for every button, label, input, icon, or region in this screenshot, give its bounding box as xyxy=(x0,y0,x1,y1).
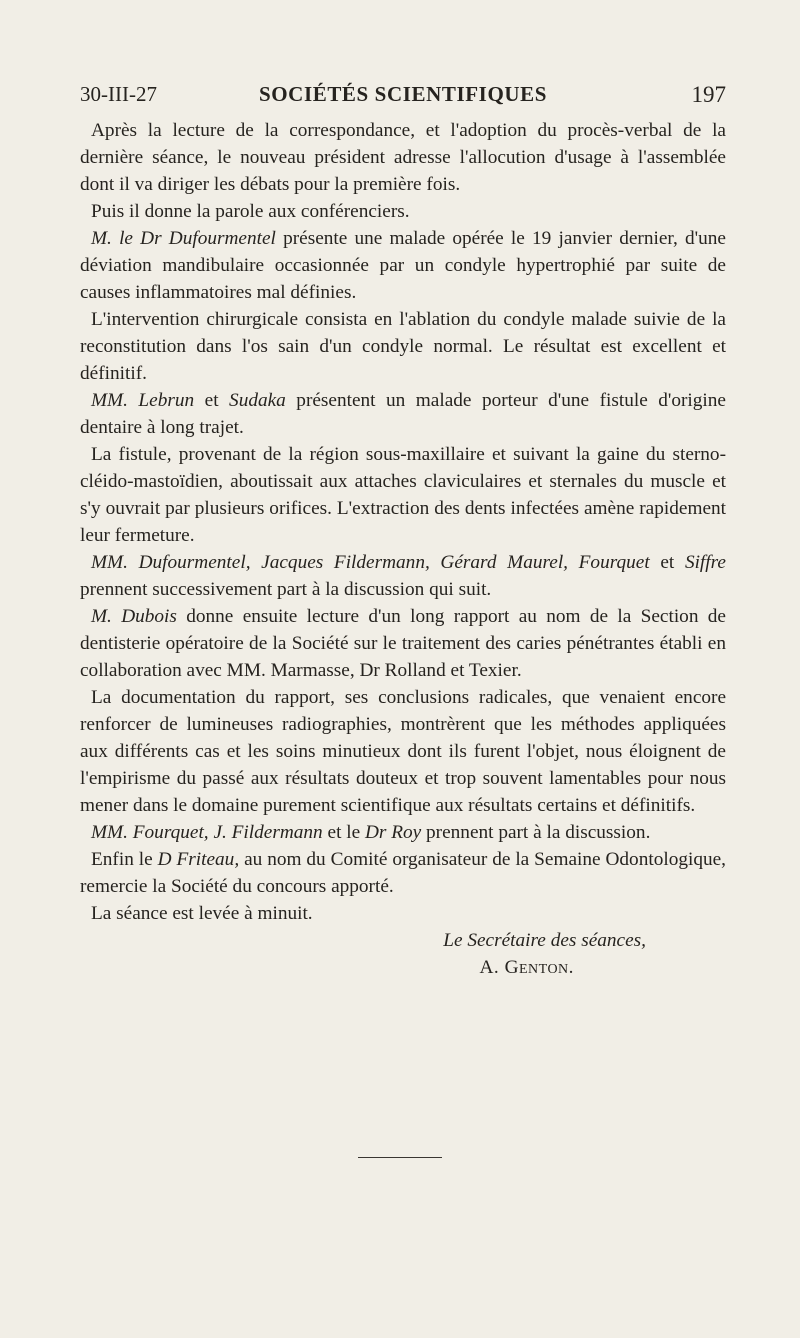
paragraph: La fistule, provenant de la région sous-maxillaire et suivant la gaine du sterno-cléido-mastoïdien, aboutissait aux attaches claviculaires et sternales du muscle et s'y ouvrait par plusieurs orifices. L'extraction des dents infectées amène rapidement leur fermeture. xyxy=(80,444,726,546)
paragraph: MM. Dufourmentel, Jacques Fildermann, Gérard Maurel, Fourquet et Siffre prennent successivement part à la discussion qui suit. xyxy=(80,552,726,600)
paragraph: Puis il donne la parole aux conférenciers. xyxy=(91,201,410,222)
speaker-name: Sudaka xyxy=(229,390,286,411)
paragraph: La séance est levée à minuit. xyxy=(91,903,313,924)
paragraph: La documentation du rapport, ses conclusions radicales, que venaient encore renforcer de lumineuses radiographies, montrèrent que les méthodes appliquées aux différents cas et les soins minutieux dont ils furent l'objet, nous éloignent de l'empirisme du passé aux résultats douteux et trop souvent lamentables pour nous mener dans le domaine purement scientifique aux résultats certains et définitifs. xyxy=(80,687,726,816)
speaker-name: D Friteau, xyxy=(157,849,240,870)
header-date: 30-III-27 xyxy=(80,82,157,106)
speaker-name: Dr Roy xyxy=(364,822,422,843)
signature-name: A. Genton. xyxy=(479,957,574,978)
paragraph: Enfin le D Friteau, au nom du Comité organisateur de la Semaine Odontologique, remercie la Société du concours apporté. xyxy=(80,849,726,897)
paragraph: M. le Dr Dufourmentel présente une malade opérée le 19 janvier dernier, d'une déviation mandibulaire occasionnée par un condyle hypertrophié par suite de causes inflammatoires mal définies. xyxy=(80,228,726,303)
header-title: SOCIÉTÉS SCIENTIFIQUES xyxy=(258,82,548,106)
paragraph: MM. Fourquet, J. Fildermann et le Dr Roy prennent part à la discussion. xyxy=(91,822,651,843)
speaker-name: Siffre xyxy=(684,552,726,573)
paragraph: M. Dubois donne ensuite lecture d'un long rapport au nom de la Section de dentisterie opératoire de la Société sur le traitement des caries pénétrantes établi en collaboration avec MM. Marmasse, Dr Rolland et Texier. xyxy=(80,606,726,681)
paragraph: Après la lecture de la correspondance, et l'adoption du procès-verbal de la dernière séance, le nouveau président adresse l'allocution d'usage à l'assemblée dont il va diriger les débats pour la première fois. xyxy=(80,120,726,195)
speaker-name: MM. Lebrun xyxy=(91,390,195,411)
signature-role: Le Secrétaire des séances, xyxy=(443,930,646,951)
speaker-name: MM. Fourquet, J. Fildermann xyxy=(91,822,323,843)
speaker-name: M. Dubois xyxy=(91,606,177,627)
speaker-name: M. le Dr Dufourmentel xyxy=(91,228,276,249)
body-text xyxy=(80,117,726,981)
page-number: 197 xyxy=(691,82,726,107)
speaker-name: MM. Dufourmentel, Jacques Fildermann, Gérard Maurel, Fourquet xyxy=(91,552,650,573)
closing-rule xyxy=(358,1157,442,1158)
paragraph: MM. Lebrun et Sudaka présentent un malade porteur d'une fistule d'origine dentaire à long trajet. xyxy=(80,390,726,438)
running-header xyxy=(80,82,726,116)
paragraph: L'intervention chirurgicale consista en l'ablation du condyle malade suivie de la reconstitution dans l'os sain d'un condyle normal. Le résultat est excellent et définitif. xyxy=(80,309,726,384)
